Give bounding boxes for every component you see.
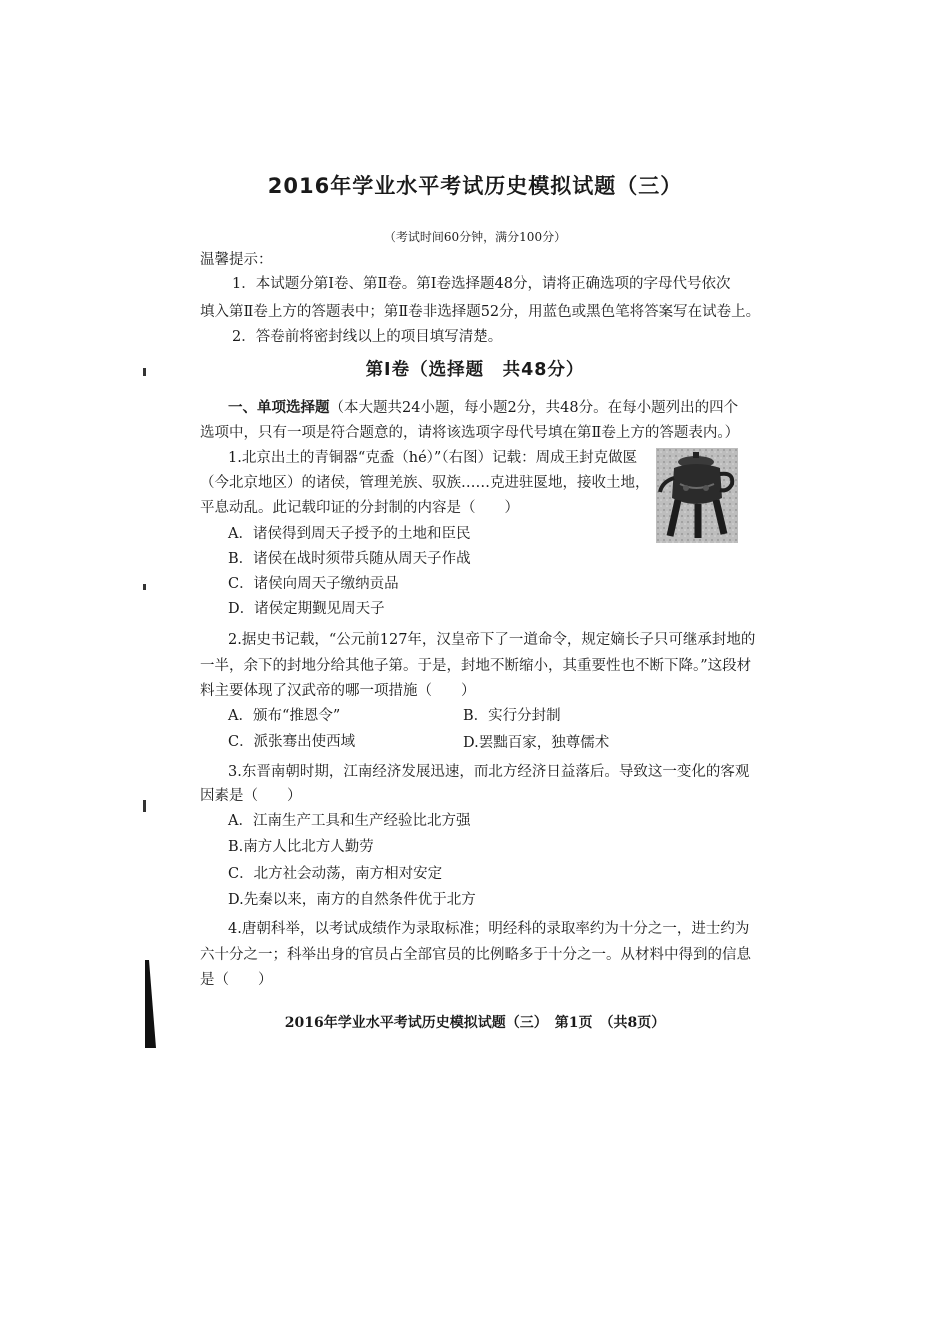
scan-mark [143,584,146,590]
question-3-option-d[interactable]: D.先秦以来，南方的自然条件优于北方 [228,892,476,908]
question-3-option-a[interactable]: A．江南生产工具和生产经验比北方强 [228,813,471,829]
notice-line-1b: 填入第Ⅱ卷上方的答题表中；第Ⅱ卷非选择题52分，用蓝色或黑色笔将答案写在试卷上。 [200,304,761,320]
question-1-line: （今北京地区）的诸侯，管理羌族、驭族……克进驻匽地，接收土地， [200,475,650,491]
question-2-line: 料主要体现了汉武帝的哪一项措施（ ） [200,683,476,699]
question-2-option-b[interactable]: B．实行分封制 [463,708,561,724]
question-1-option-d[interactable]: D．诸侯定期觐见周天子 [228,601,385,617]
question-1-line: 1.北京出土的青铜器“克盉（hé）”（右图）记载：周成王封克做匽 [228,450,638,466]
question-1-option-c[interactable]: C．诸侯向周天子缴纳贡品 [228,576,399,592]
question-3-option-b[interactable]: B.南方人比北方人勤劳 [228,839,374,855]
part-description-cont: 选项中，只有一项是符合题意的，请将该选项字母代号填在第Ⅱ卷上方的答题表内。） [200,425,740,441]
question-4-line: 是（ ） [200,972,273,988]
question-2-option-c[interactable]: C．派张骞出使西域 [228,734,356,750]
question-4-line: 4.唐朝科举，以考试成绩作为录取标准；明经科的录取率约为十分之一，进士约为 [228,921,750,937]
question-2-option-d[interactable]: D.罢黜百家，独尊儒术 [463,735,610,751]
question-1-option-a[interactable]: A．诸侯得到周天子授予的土地和臣民 [228,526,471,542]
question-1-line: 平息动乱。此记载印证的分封制的内容是（ ） [200,500,519,516]
part-description: （本大题共24小题，每小题2分，共48分。在每小题列出的四个 [329,400,739,416]
bronze-vessel-image [656,448,738,543]
question-2-line: 2.据史书记载，“公元前127年，汉皇帝下了一道命令，规定嫡长子只可继承封地的 [228,632,756,648]
exam-title: 2016年学业水平考试历史模拟试题（三） [267,174,683,198]
exam-subtitle: （考试时间60分钟，满分100分） [383,230,567,244]
part-label: 一、单项选择题 [228,399,330,416]
question-2-line: 一半，余下的封地分给其他子第。于是，封地不断缩小，其重要性也不断下降。”这段材 [200,658,752,674]
scan-edge-bar [145,960,157,1050]
question-1-option-b[interactable]: B．诸侯在战时须带兵随从周天子作战 [228,551,471,567]
question-3-option-c[interactable]: C．北方社会动荡，南方相对安定 [228,866,443,882]
question-2-option-a[interactable]: A．颁布“推恩令” [228,708,341,724]
question-3-line: 因素是（ ） [200,788,302,804]
notice-heading: 温馨提示： [200,252,273,268]
page-footer: 2016年学业水平考试历史模拟试题（三） 第1页 （共8页） [284,1015,666,1031]
notice-line-2: 2．答卷前将密封线以上的项目填写清楚。 [232,329,503,345]
scan-mark [143,800,146,812]
question-4-line: 六十分之一；科举出身的官员占全部官员的比例略多于十分之一。从材料中得到的信息 [200,947,751,963]
notice-line-1a: 1．本试题分第Ⅰ卷、第Ⅱ卷。第Ⅰ卷选择题48分，请将正确选项的字母代号依次 [232,276,731,292]
section-heading: 第Ⅰ卷（选择题 共48分） [365,360,585,380]
part-instruction [228,396,738,417]
question-3-line: 3.东晋南朝时期，江南经济发展迅速，而北方经济日益落后。导致这一变化的客观 [228,764,750,780]
